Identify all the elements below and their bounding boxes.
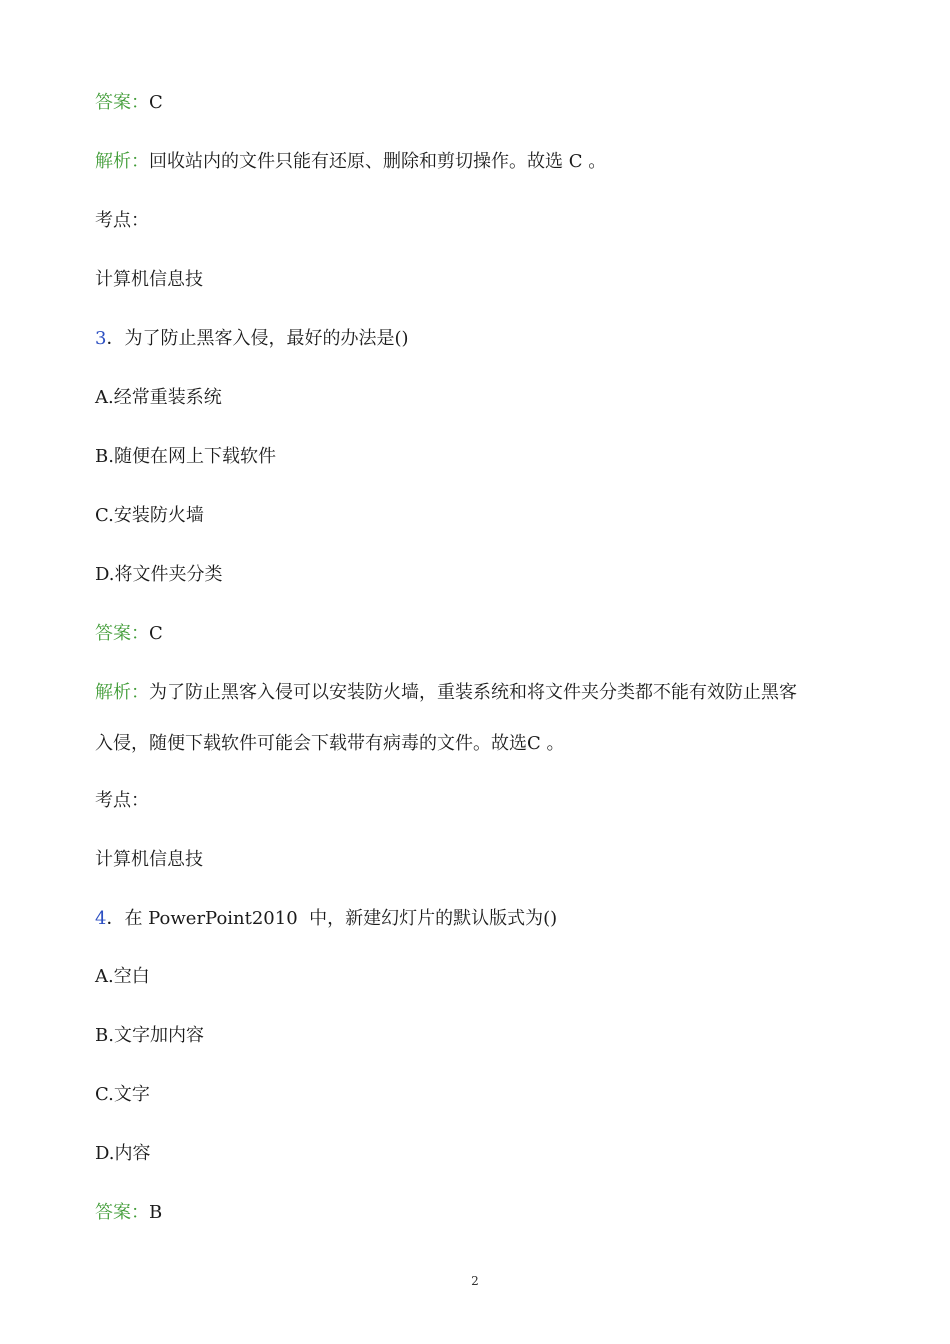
answer-value: B bbox=[149, 1202, 163, 1223]
q3-analysis-line1 bbox=[95, 682, 797, 704]
q2-analysis bbox=[95, 151, 606, 173]
q2-kaodian-value: 计算机信息技 bbox=[95, 269, 203, 290]
analysis-text: 为了防止黑客入侵可以安装防火墙，重装系统和将文件夹分类都不能有效防止黑客 bbox=[149, 682, 797, 703]
answer-value: C bbox=[149, 623, 163, 644]
answer-value: C bbox=[149, 92, 163, 113]
q4-option-a: A.空白 bbox=[95, 966, 150, 987]
answer-label: 答案： bbox=[95, 1202, 149, 1223]
analysis-text: 回收站内的文件只能有还原、删除和剪切操作。故选 C 。 bbox=[149, 151, 607, 172]
q3-analysis-line2: 入侵，随便下载软件可能会下载带有病毒的文件。故选C 。 bbox=[95, 733, 565, 754]
answer-label: 答案： bbox=[95, 92, 149, 113]
analysis-label: 解析： bbox=[95, 682, 149, 703]
q3-kaodian-label: 考点： bbox=[95, 790, 149, 811]
question-number: 4 bbox=[95, 908, 107, 929]
q3-option-c: C.安装防火墙 bbox=[95, 505, 204, 526]
q3-option-a: A.经常重装系统 bbox=[95, 387, 222, 408]
q2-answer bbox=[95, 92, 163, 114]
q3-answer bbox=[95, 623, 163, 645]
q4-answer bbox=[95, 1202, 162, 1224]
q3-option-d: D.将文件夹分类 bbox=[95, 564, 223, 585]
question-text: 在 PowerPoint2010 中，新建幻灯片的默认版式为() bbox=[124, 908, 558, 929]
question-text: 为了防止黑客入侵，最好的办法是() bbox=[124, 328, 409, 349]
q4-option-b: B.文字加内容 bbox=[95, 1025, 204, 1046]
q4-question bbox=[95, 908, 557, 930]
q3-option-b: B.随便在网上下载软件 bbox=[95, 446, 276, 467]
analysis-label: 解析： bbox=[95, 151, 149, 172]
q2-kaodian-label: 考点： bbox=[95, 210, 149, 231]
page-number: 2 bbox=[471, 1274, 479, 1288]
q4-option-c: C.文字 bbox=[95, 1084, 150, 1105]
answer-label: 答案： bbox=[95, 623, 149, 644]
question-separator: ． bbox=[106, 328, 125, 349]
question-separator: ． bbox=[106, 908, 125, 929]
question-number: 3 bbox=[95, 328, 107, 349]
q4-option-d: D.内容 bbox=[95, 1143, 151, 1164]
q3-question bbox=[95, 328, 409, 350]
q3-kaodian-value: 计算机信息技 bbox=[95, 849, 203, 870]
